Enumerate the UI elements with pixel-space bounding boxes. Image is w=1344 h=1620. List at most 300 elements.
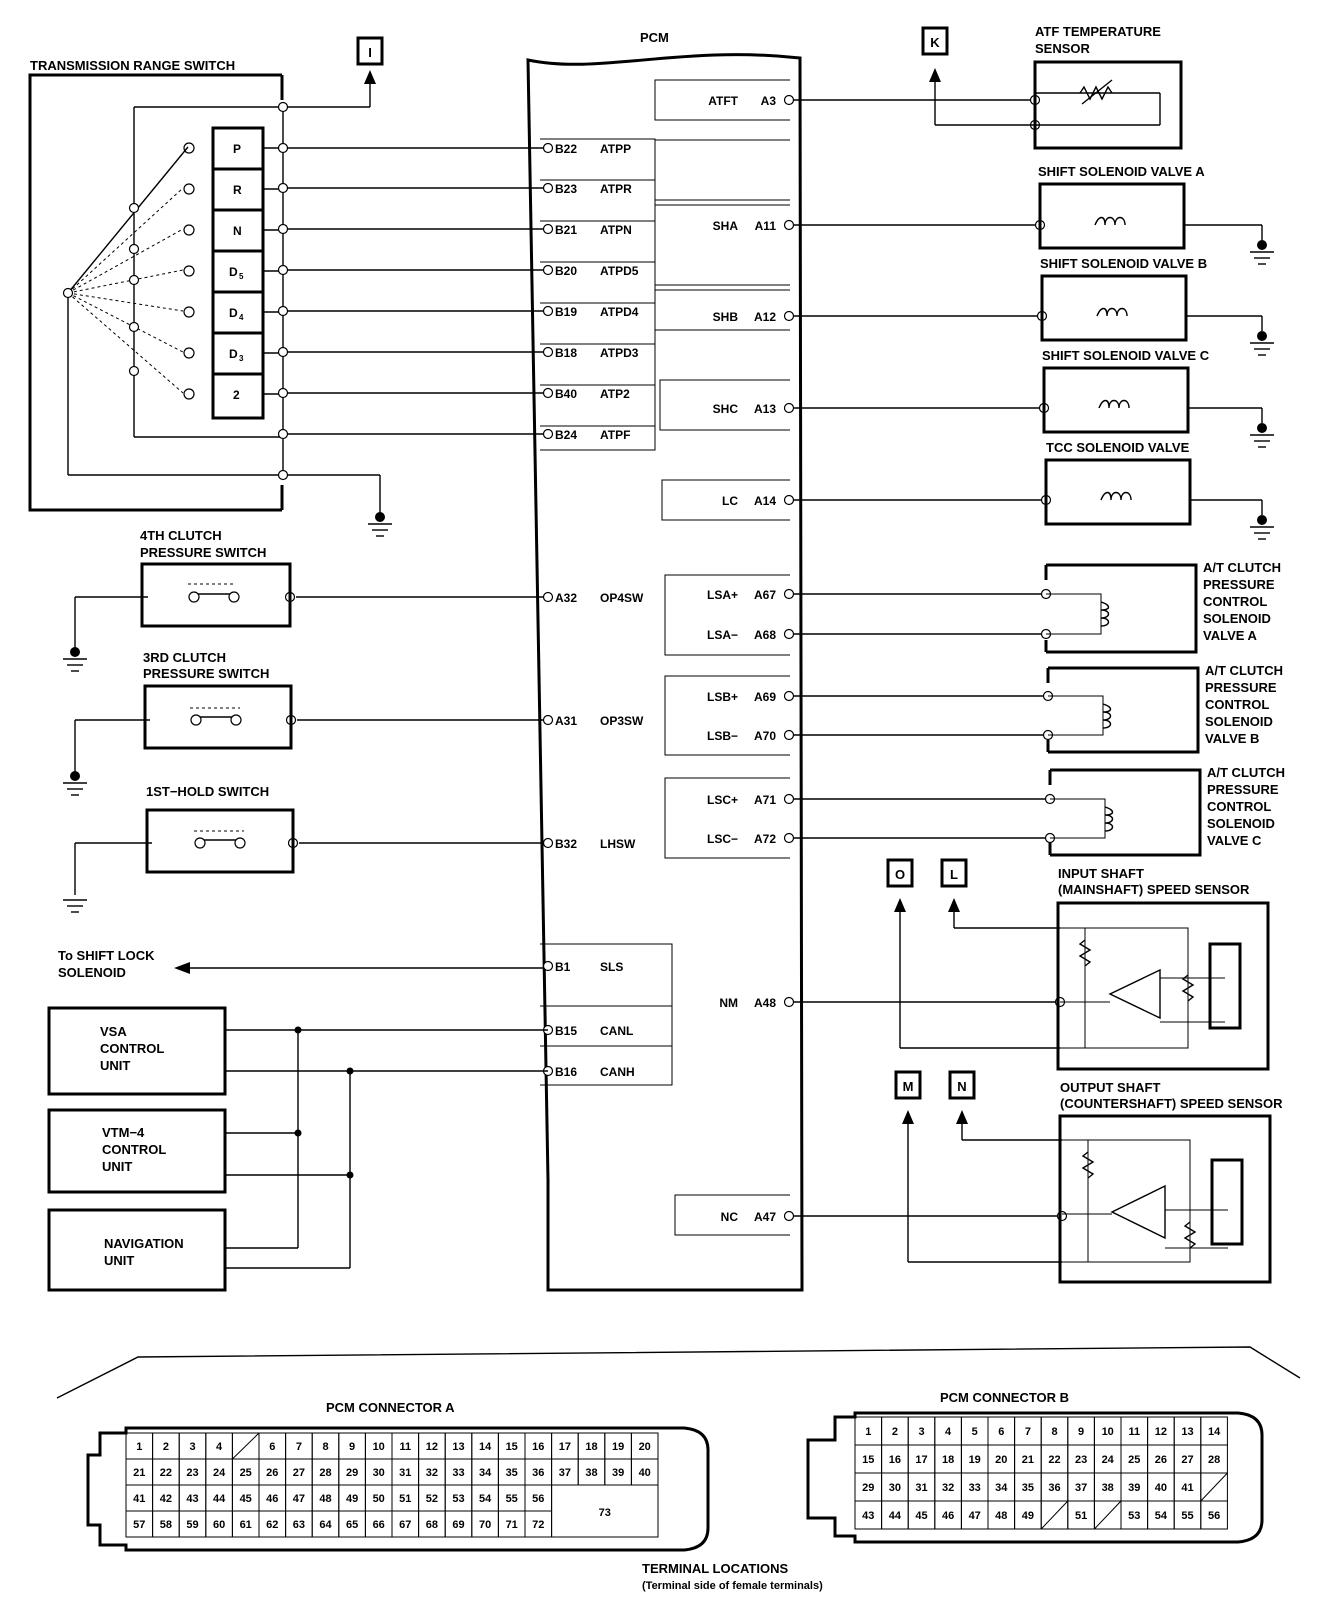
svg-text:D: D bbox=[229, 265, 238, 279]
pin-signal: LSC+ bbox=[706, 793, 738, 807]
conn-b-cell bbox=[935, 1473, 962, 1501]
svg-text:5: 5 bbox=[239, 272, 244, 281]
conn-a-cell bbox=[259, 1511, 286, 1537]
pc-label-line: CONTROL bbox=[1203, 594, 1268, 609]
svg-text:68: 68 bbox=[425, 1519, 439, 1531]
conn-b-cell bbox=[1121, 1473, 1148, 1501]
clutch3-title-1: 3RD CLUTCH bbox=[143, 650, 227, 665]
pin-id: B24 bbox=[555, 428, 578, 442]
vtm-1: VTM−4 bbox=[102, 1125, 145, 1140]
conn-a-cell bbox=[179, 1485, 206, 1511]
pin-signal: ATPD5 bbox=[600, 264, 639, 278]
svg-text:47: 47 bbox=[968, 1510, 981, 1522]
svg-text:51: 51 bbox=[399, 1493, 412, 1505]
pcm-left-pin-b21 bbox=[544, 223, 632, 237]
pcm-inner-frames bbox=[540, 80, 790, 1235]
conn-b-cell bbox=[1068, 1501, 1095, 1529]
conn-a-cell bbox=[392, 1511, 419, 1537]
pin-id: B23 bbox=[555, 182, 578, 196]
svg-text:36: 36 bbox=[532, 1467, 545, 1479]
atf-2: SENSOR bbox=[1035, 41, 1090, 56]
svg-text:39: 39 bbox=[611, 1467, 625, 1479]
conn-b-cell bbox=[1015, 1501, 1042, 1529]
pin-signal: ATPP bbox=[600, 142, 632, 156]
conn-a-cell bbox=[445, 1433, 472, 1459]
conn-a-cell bbox=[153, 1485, 180, 1511]
svg-text:43: 43 bbox=[186, 1493, 199, 1505]
conn-b-cell bbox=[1121, 1445, 1148, 1473]
svg-text:21: 21 bbox=[133, 1467, 146, 1479]
clutch4-pressure-switch bbox=[75, 528, 290, 648]
svg-text:37: 37 bbox=[1074, 1482, 1088, 1494]
vtm-3: UNIT bbox=[102, 1159, 133, 1174]
svg-text:D: D bbox=[229, 347, 238, 361]
first-hold-switch bbox=[75, 784, 293, 895]
pcm-title: PCM bbox=[640, 30, 669, 45]
svg-text:19: 19 bbox=[611, 1441, 625, 1453]
conn-b-cell bbox=[961, 1473, 988, 1501]
svg-text:42: 42 bbox=[159, 1493, 173, 1505]
pin-id: A70 bbox=[753, 729, 776, 743]
conn-a-cell bbox=[552, 1459, 579, 1485]
svg-text:I: I bbox=[368, 45, 372, 60]
svg-text:29: 29 bbox=[862, 1482, 875, 1494]
svg-text:67: 67 bbox=[399, 1519, 412, 1531]
conn-a-cell bbox=[392, 1459, 419, 1485]
svg-text:48: 48 bbox=[995, 1510, 1008, 1522]
svg-text:47: 47 bbox=[292, 1493, 306, 1505]
conn-b-cell bbox=[961, 1501, 988, 1529]
sol-b-title: SHIFT SOLENOID VALVE B bbox=[1040, 256, 1208, 271]
conn-b-cell bbox=[988, 1501, 1015, 1529]
svg-text:22: 22 bbox=[159, 1467, 173, 1479]
conn-b-cell bbox=[1174, 1473, 1201, 1501]
conn-a-cell bbox=[605, 1459, 632, 1485]
svg-text:16: 16 bbox=[532, 1441, 545, 1453]
conn-a-cell bbox=[631, 1459, 658, 1485]
conn-b-cell bbox=[1201, 1473, 1228, 1501]
pcm-right-pin-a13 bbox=[713, 402, 794, 416]
svg-text:59: 59 bbox=[186, 1519, 199, 1531]
shift-solenoid-c bbox=[1042, 348, 1210, 432]
vtm4-control-unit bbox=[49, 1110, 225, 1192]
pcm-right-pin-a71 bbox=[707, 793, 794, 807]
conn-a-cell bbox=[259, 1459, 286, 1485]
tcc-title: TCC SOLENOID VALVE bbox=[1046, 440, 1190, 455]
svg-text:41: 41 bbox=[1181, 1482, 1194, 1494]
conn-b-cell bbox=[988, 1445, 1015, 1473]
svg-text:11: 11 bbox=[1128, 1426, 1141, 1438]
svg-text:27: 27 bbox=[292, 1467, 306, 1479]
pin-id: A69 bbox=[753, 690, 776, 704]
pin-signal: LSA+ bbox=[706, 588, 738, 602]
clutch3-title-2: PRESSURE SWITCH bbox=[143, 666, 270, 681]
conn-a-cell bbox=[605, 1433, 632, 1459]
pcm-right-pin-a3 bbox=[708, 94, 793, 108]
nav-2: UNIT bbox=[104, 1253, 135, 1268]
ground-icon-clutch3 bbox=[63, 771, 87, 795]
svg-text:18: 18 bbox=[941, 1454, 955, 1466]
shift-solenoid-b bbox=[1040, 256, 1207, 340]
conn-a-big-cell: 73 bbox=[598, 1507, 611, 1519]
conn-b-cell bbox=[882, 1501, 909, 1529]
conn-a-cell bbox=[472, 1459, 499, 1485]
pcm-right-pin-labels bbox=[707, 94, 794, 1224]
pin-signal: ATPF bbox=[600, 428, 631, 442]
pin-signal: SLS bbox=[600, 960, 624, 974]
ref-tag-i bbox=[358, 38, 382, 64]
pc-label-valve: VALVE C bbox=[1207, 833, 1262, 848]
svg-text:K: K bbox=[930, 35, 940, 50]
svg-text:60: 60 bbox=[212, 1519, 226, 1531]
shiftlock-2: SOLENOID bbox=[58, 965, 126, 980]
svg-text:71: 71 bbox=[505, 1519, 518, 1531]
conn-a-cell bbox=[525, 1433, 552, 1459]
vsa-3: UNIT bbox=[100, 1058, 131, 1073]
trs-position-d3 bbox=[184, 333, 283, 363]
pcm-right-pin-a70 bbox=[707, 729, 794, 743]
conn-b-cell bbox=[908, 1473, 935, 1501]
conn-a-cell bbox=[179, 1433, 206, 1459]
svg-text:1: 1 bbox=[865, 1426, 872, 1438]
conn-b-cell bbox=[1041, 1473, 1068, 1501]
pc-solenoid-a bbox=[1046, 565, 1196, 652]
conn-a-cell bbox=[259, 1485, 286, 1511]
svg-text:9: 9 bbox=[349, 1441, 356, 1453]
pcm-right-pin-a69 bbox=[707, 690, 794, 704]
conn-b-cell bbox=[855, 1445, 882, 1473]
pin-signal: OP3SW bbox=[600, 714, 644, 728]
conn-a-cell bbox=[339, 1433, 366, 1459]
clutch4-title-2: PRESSURE SWITCH bbox=[140, 545, 267, 560]
pin-signal: ATPD4 bbox=[600, 305, 639, 319]
pc-label-line: PRESSURE bbox=[1205, 680, 1277, 695]
pin-signal: LSB− bbox=[706, 729, 738, 743]
ref-tag-l bbox=[942, 860, 966, 886]
pc-label-line: SOLENOID bbox=[1207, 816, 1275, 831]
svg-text:15: 15 bbox=[505, 1441, 518, 1453]
svg-text:29: 29 bbox=[345, 1467, 359, 1479]
conn-b-cell bbox=[1201, 1445, 1228, 1473]
conn-a-cell bbox=[179, 1459, 206, 1485]
svg-text:32: 32 bbox=[425, 1467, 439, 1479]
conn-b-cell bbox=[882, 1417, 909, 1445]
svg-text:50: 50 bbox=[372, 1493, 385, 1505]
svg-text:26: 26 bbox=[1154, 1454, 1168, 1466]
vsa-1: VSA bbox=[100, 1024, 127, 1039]
pin-signal: ATPN bbox=[600, 223, 632, 237]
atf-1: ATF TEMPERATURE bbox=[1035, 24, 1161, 39]
conn-a-cell bbox=[472, 1485, 499, 1511]
svg-text:35: 35 bbox=[505, 1467, 518, 1479]
conn-a-cell bbox=[206, 1511, 233, 1537]
conn-a-cell bbox=[286, 1433, 313, 1459]
pin-id: A68 bbox=[753, 628, 776, 642]
pc-label-line: PRESSURE bbox=[1203, 577, 1275, 592]
pin-signal: LSA− bbox=[706, 628, 738, 642]
shift-solenoid-a bbox=[1038, 164, 1205, 248]
svg-text:31: 31 bbox=[399, 1467, 412, 1479]
conn-a-cell bbox=[153, 1511, 180, 1537]
pc-label-line: PRESSURE bbox=[1207, 782, 1279, 797]
conn-a-cell bbox=[126, 1459, 153, 1485]
conn-b-cell bbox=[1148, 1445, 1175, 1473]
svg-text:25: 25 bbox=[1128, 1454, 1141, 1466]
shiftlock-1: To SHIFT LOCK bbox=[58, 948, 155, 963]
pin-signal: ATP2 bbox=[600, 387, 630, 401]
svg-text:70: 70 bbox=[478, 1519, 492, 1531]
conn-b-cell bbox=[1174, 1445, 1201, 1473]
conn-a-title: PCM CONNECTOR A bbox=[326, 1400, 455, 1415]
svg-text:3: 3 bbox=[239, 354, 244, 363]
svg-text:26: 26 bbox=[266, 1467, 279, 1479]
input-2: (MAINSHAFT) SPEED SENSOR bbox=[1058, 882, 1250, 897]
pin-id: B22 bbox=[555, 142, 578, 156]
svg-text:14: 14 bbox=[1207, 1426, 1221, 1438]
svg-text:27: 27 bbox=[1181, 1454, 1194, 1466]
pin-id: A32 bbox=[555, 591, 578, 605]
trs-position-r bbox=[184, 169, 283, 197]
svg-text:41: 41 bbox=[133, 1493, 146, 1505]
pin-id: A47 bbox=[753, 1210, 776, 1224]
svg-text:28: 28 bbox=[1207, 1454, 1221, 1466]
conn-a-cell bbox=[312, 1485, 339, 1511]
conn-a-cell bbox=[259, 1433, 286, 1459]
svg-text:51: 51 bbox=[1074, 1510, 1088, 1522]
footer-line1: TERMINAL LOCATIONS bbox=[642, 1561, 789, 1576]
pcm-right-pin-a72 bbox=[707, 832, 794, 846]
conn-b-cell bbox=[855, 1501, 882, 1529]
navigation-unit bbox=[49, 1210, 225, 1290]
conn-b-cell bbox=[1068, 1445, 1095, 1473]
conn-b-cell bbox=[1148, 1473, 1175, 1501]
svg-text:63: 63 bbox=[292, 1519, 306, 1531]
svg-text:54: 54 bbox=[1154, 1510, 1168, 1522]
svg-text:44: 44 bbox=[888, 1510, 902, 1522]
conn-a-cell bbox=[286, 1485, 313, 1511]
pcm-right-pin-a48 bbox=[719, 996, 793, 1010]
svg-text:34: 34 bbox=[995, 1482, 1008, 1494]
conn-b-cell bbox=[882, 1445, 909, 1473]
svg-text:53: 53 bbox=[1128, 1510, 1141, 1522]
svg-text:38: 38 bbox=[585, 1467, 598, 1479]
svg-text:30: 30 bbox=[888, 1482, 902, 1494]
conn-b-cell bbox=[908, 1445, 935, 1473]
pc-label-line: A/T CLUTCH bbox=[1205, 663, 1283, 678]
nav-1: NAVIGATION bbox=[104, 1236, 184, 1251]
conn-a-cell bbox=[498, 1433, 525, 1459]
svg-text:64: 64 bbox=[319, 1519, 332, 1531]
pin-signal: OP4SW bbox=[600, 591, 644, 605]
svg-text:33: 33 bbox=[452, 1467, 465, 1479]
conn-a-cell bbox=[365, 1485, 392, 1511]
conn-a-cell bbox=[419, 1459, 446, 1485]
svg-text:46: 46 bbox=[941, 1510, 955, 1522]
svg-text:58: 58 bbox=[159, 1519, 173, 1531]
pcm-right-pin-a14 bbox=[722, 494, 794, 508]
svg-text:2: 2 bbox=[891, 1426, 898, 1438]
svg-text:49: 49 bbox=[1021, 1510, 1035, 1522]
svg-text:D: D bbox=[229, 306, 238, 320]
output-shaft-speed-sensor bbox=[1060, 1080, 1283, 1282]
conn-b-cell bbox=[855, 1417, 882, 1445]
conn-a-cell bbox=[312, 1433, 339, 1459]
pin-signal: SHB bbox=[712, 310, 738, 324]
svg-text:8: 8 bbox=[322, 1441, 329, 1453]
conn-b-cell bbox=[908, 1501, 935, 1529]
conn-a-cell bbox=[179, 1511, 206, 1537]
svg-text:7: 7 bbox=[1024, 1426, 1031, 1438]
conn-b-cell bbox=[882, 1473, 909, 1501]
pin-signal: LSB+ bbox=[706, 690, 738, 704]
conn-a-cell bbox=[445, 1511, 472, 1537]
svg-text:66: 66 bbox=[372, 1519, 385, 1531]
pin-id: A12 bbox=[753, 310, 776, 324]
conn-a-cell bbox=[365, 1511, 392, 1537]
svg-text:49: 49 bbox=[345, 1493, 359, 1505]
svg-text:23: 23 bbox=[186, 1467, 199, 1479]
conn-b-cell bbox=[1015, 1417, 1042, 1445]
conn-a-cell bbox=[525, 1511, 552, 1537]
conn-a-cell bbox=[153, 1459, 180, 1485]
svg-text:69: 69 bbox=[452, 1519, 465, 1531]
svg-text:4: 4 bbox=[945, 1426, 952, 1438]
svg-text:28: 28 bbox=[319, 1467, 332, 1479]
conn-b-cell bbox=[1148, 1417, 1175, 1445]
conn-a-cell bbox=[126, 1433, 153, 1459]
pcm-left-pin-b40 bbox=[544, 387, 631, 401]
pin-signal: SHC bbox=[712, 402, 738, 416]
conn-a-cell bbox=[419, 1485, 446, 1511]
conn-a-cell bbox=[312, 1511, 339, 1537]
arrow-left-icon bbox=[174, 962, 190, 974]
trs-position-d4 bbox=[184, 292, 283, 322]
svg-text:N: N bbox=[957, 1079, 967, 1094]
conn-a-cell bbox=[498, 1485, 525, 1511]
svg-text:12: 12 bbox=[1154, 1426, 1168, 1438]
svg-text:45: 45 bbox=[915, 1510, 928, 1522]
pc-label-line: A/T CLUTCH bbox=[1203, 560, 1281, 575]
svg-text:44: 44 bbox=[212, 1493, 226, 1505]
vtm-2: CONTROL bbox=[102, 1142, 167, 1157]
svg-text:56: 56 bbox=[532, 1493, 545, 1505]
pin-signal: CANL bbox=[600, 1024, 634, 1038]
pcm-right-pin-a47 bbox=[721, 1210, 794, 1224]
svg-text:46: 46 bbox=[266, 1493, 279, 1505]
svg-text:54: 54 bbox=[478, 1493, 492, 1505]
pcm-left-pin-b19 bbox=[544, 305, 639, 319]
pc-label-line: A/T CLUTCH bbox=[1207, 765, 1285, 780]
ref-tag-n bbox=[950, 1072, 974, 1098]
conn-a-cell bbox=[552, 1433, 579, 1459]
pin-signal: NM bbox=[719, 996, 738, 1010]
svg-text:4: 4 bbox=[239, 313, 244, 322]
conn-b-cell bbox=[1148, 1501, 1175, 1529]
can-bus-wiring bbox=[225, 1027, 548, 1269]
conn-a-cell bbox=[365, 1459, 392, 1485]
pcm-left-pin-b15 bbox=[544, 1024, 634, 1038]
pcm-left-pin-b18 bbox=[544, 346, 639, 360]
conn-b-cell bbox=[855, 1473, 882, 1501]
conn-b-cell bbox=[1041, 1417, 1068, 1445]
svg-text:25: 25 bbox=[239, 1467, 252, 1479]
conn-a-cell bbox=[419, 1511, 446, 1537]
footer-line2: (Terminal side of female terminals) bbox=[642, 1580, 823, 1592]
svg-text:5: 5 bbox=[971, 1426, 978, 1438]
vsa-control-unit bbox=[49, 1008, 225, 1094]
input-1: INPUT SHAFT bbox=[1058, 866, 1144, 881]
svg-text:53: 53 bbox=[452, 1493, 465, 1505]
svg-text:3: 3 bbox=[189, 1441, 196, 1453]
pc-label-line: CONTROL bbox=[1207, 799, 1272, 814]
svg-text:8: 8 bbox=[1051, 1426, 1058, 1438]
pin-id: B15 bbox=[555, 1024, 578, 1038]
svg-text:17: 17 bbox=[915, 1454, 928, 1466]
trs-position-n bbox=[184, 210, 283, 238]
pin-signal: ATPD3 bbox=[600, 346, 639, 360]
tcc-solenoid-valve bbox=[1046, 440, 1190, 524]
svg-text:6: 6 bbox=[269, 1441, 276, 1453]
sol-c-title: SHIFT SOLENOID VALVE C bbox=[1042, 348, 1210, 363]
pcm-right-pin-a11 bbox=[713, 219, 794, 233]
pcm-left-pin-b24 bbox=[544, 428, 631, 442]
conn-a-cell bbox=[578, 1433, 605, 1459]
svg-text:20: 20 bbox=[638, 1441, 651, 1453]
conn-a-cell bbox=[525, 1459, 552, 1485]
conn-a-cell bbox=[232, 1511, 259, 1537]
svg-text:37: 37 bbox=[558, 1467, 572, 1479]
svg-text:4: 4 bbox=[216, 1441, 223, 1453]
conn-b-cell bbox=[1094, 1417, 1121, 1445]
conn-a-cell bbox=[232, 1433, 259, 1459]
ground-icon-clutch4 bbox=[63, 647, 87, 671]
conn-a-cell bbox=[312, 1459, 339, 1485]
pin-signal: NC bbox=[720, 1210, 738, 1224]
conn-a-cell bbox=[525, 1485, 552, 1511]
shift-lock-label bbox=[58, 948, 190, 980]
pin-id: B19 bbox=[555, 305, 578, 319]
conn-a-cell bbox=[631, 1433, 658, 1459]
conn-b-cell bbox=[988, 1473, 1015, 1501]
sol-a-title: SHIFT SOLENOID VALVE A bbox=[1038, 164, 1205, 179]
svg-text:21: 21 bbox=[1021, 1454, 1035, 1466]
conn-b-cell bbox=[1121, 1501, 1148, 1529]
conn-b-cell bbox=[1041, 1501, 1068, 1529]
conn-b-cell bbox=[1094, 1473, 1121, 1501]
input-shaft-speed-sensor bbox=[1058, 866, 1268, 1069]
pin-id: A3 bbox=[760, 94, 776, 108]
svg-text:N: N bbox=[233, 224, 242, 238]
conn-b-cell bbox=[935, 1417, 962, 1445]
svg-text:3: 3 bbox=[918, 1426, 925, 1438]
svg-text:52: 52 bbox=[425, 1493, 439, 1505]
pc-solenoid-labels bbox=[1203, 560, 1285, 848]
svg-text:65: 65 bbox=[345, 1519, 359, 1531]
conn-a-cell bbox=[206, 1459, 233, 1485]
svg-text:32: 32 bbox=[941, 1482, 955, 1494]
svg-text:L: L bbox=[950, 867, 958, 882]
svg-text:31: 31 bbox=[915, 1482, 928, 1494]
hold-title: 1ST−HOLD SWITCH bbox=[146, 784, 270, 799]
svg-text:24: 24 bbox=[212, 1467, 226, 1479]
conn-b-title: PCM CONNECTOR B bbox=[940, 1390, 1070, 1405]
pin-id: A48 bbox=[753, 996, 776, 1010]
svg-text:30: 30 bbox=[372, 1467, 385, 1479]
svg-text:R: R bbox=[233, 183, 242, 197]
pcm-right-pin-a67 bbox=[707, 588, 794, 602]
conn-a-cell bbox=[126, 1511, 153, 1537]
conn-b-cell bbox=[1174, 1417, 1201, 1445]
